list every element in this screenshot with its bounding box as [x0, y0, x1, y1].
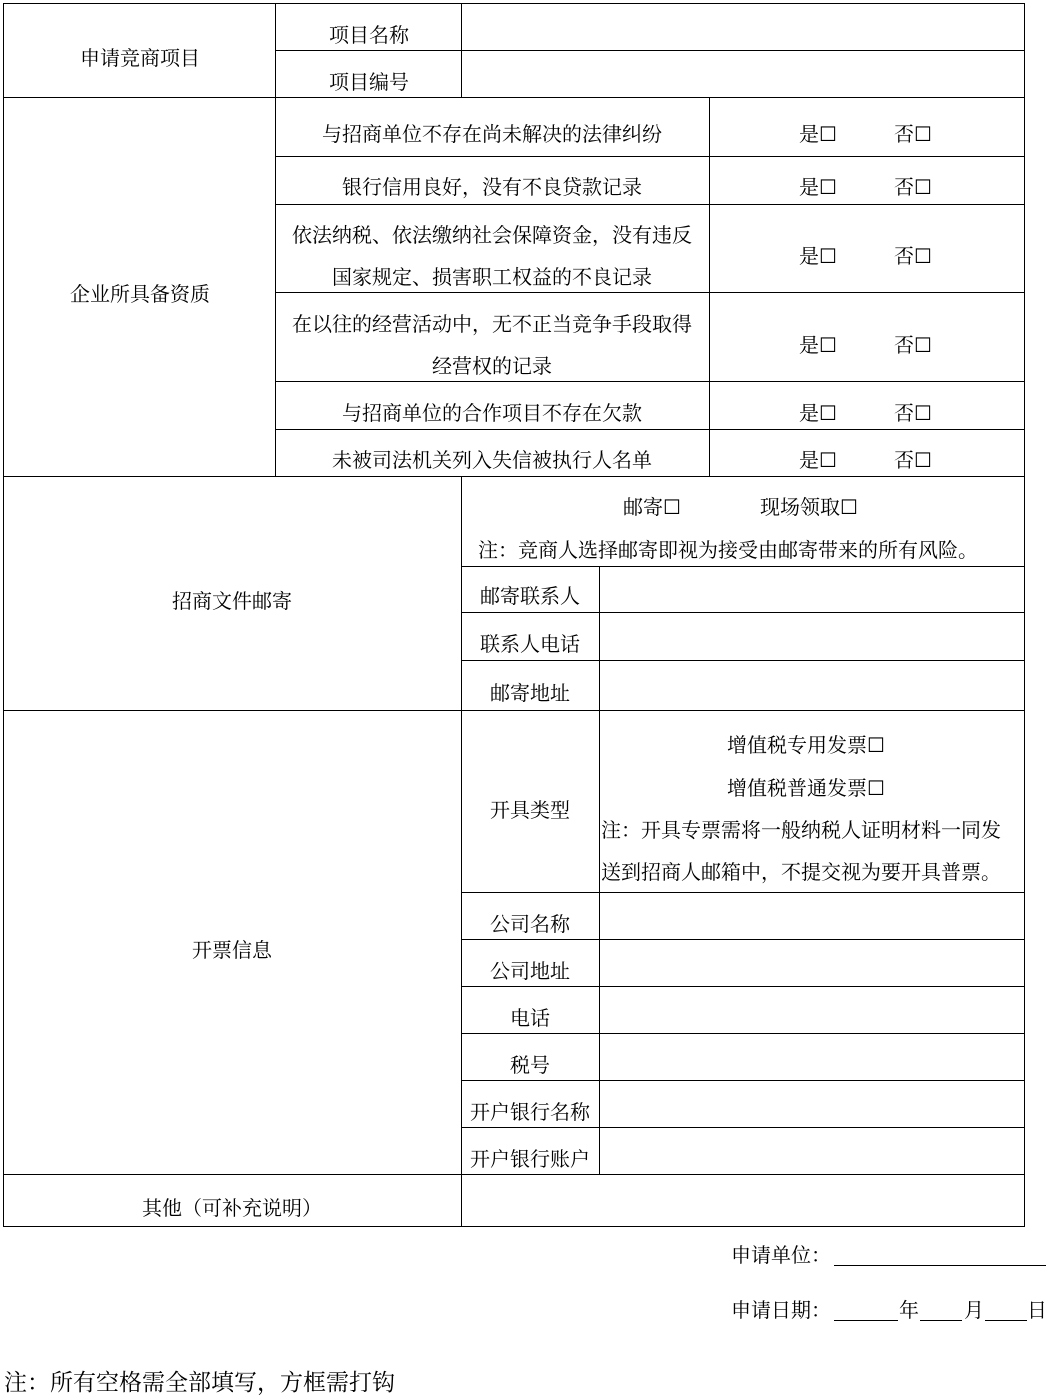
project-number-label: 项目编号 — [329, 70, 409, 94]
mailing-contact-label: 邮寄联系人 — [480, 584, 580, 608]
qualification-item-4-line2: 经营权的记录 — [432, 354, 552, 378]
company-name-label: 公司名称 — [490, 912, 570, 936]
footer-note: 注：所有空格需全部填写，方框需打钩 — [4, 1370, 395, 1396]
tax-id-field[interactable] — [600, 1034, 1024, 1080]
mailing-section-label: 招商文件邮寄 — [172, 589, 292, 613]
qualification-item-1: 与招商单位不存在尚未解决的法律纠纷 — [322, 122, 662, 146]
qualification-4-yes-checkbox[interactable]: 是☐ — [799, 333, 837, 357]
invoice-note-line1: 注：开具专票需将一般纳税人证明材料一同发 — [601, 818, 1001, 842]
bank-account-label: 开户银行账户 — [470, 1147, 590, 1171]
mailing-phone-label: 联系人电话 — [480, 632, 580, 656]
company-name-field[interactable] — [600, 893, 1024, 939]
bank-name-label: 开户银行名称 — [470, 1100, 590, 1124]
vat-special-invoice-checkbox[interactable]: 增值税专用发票☐ — [727, 733, 885, 757]
qualification-6-no-checkbox[interactable]: 否☐ — [894, 448, 932, 472]
qualification-item-3-line2: 国家规定、损害职工权益的不良记录 — [332, 265, 652, 289]
mailing-address-label: 邮寄地址 — [490, 681, 570, 705]
year-underline[interactable] — [834, 1320, 898, 1321]
pickup-option-checkbox[interactable]: 现场领取☐ — [760, 495, 858, 519]
year-label: 年 — [899, 1298, 919, 1322]
bank-name-field[interactable] — [600, 1081, 1024, 1127]
qualifications-section-label: 企业所具备资质 — [70, 282, 210, 306]
qualification-5-no-checkbox[interactable]: 否☐ — [894, 401, 932, 425]
applicant-unit-label: 申请单位： — [731, 1243, 831, 1267]
qualification-2-no-checkbox[interactable]: 否☐ — [894, 175, 932, 199]
invoice-phone-field[interactable] — [600, 987, 1024, 1033]
qualification-3-yes-checkbox[interactable]: 是☐ — [799, 244, 837, 268]
mail-option-checkbox[interactable]: 邮寄☐ — [623, 495, 681, 519]
invoice-note-line2: 送到招商人邮箱中，不提交视为要开具普票。 — [601, 860, 1001, 884]
company-address-field[interactable] — [600, 940, 1024, 986]
project-name-label: 项目名称 — [329, 23, 409, 47]
qualification-4-no-checkbox[interactable]: 否☐ — [894, 333, 932, 357]
company-address-label: 公司地址 — [490, 959, 570, 983]
qualification-3-no-checkbox[interactable]: 否☐ — [894, 244, 932, 268]
project-section-label: 申请竞商项目 — [80, 46, 200, 70]
other-section-label: 其他（可补充说明） — [142, 1196, 322, 1220]
tax-id-label: 税号 — [510, 1053, 550, 1077]
qualification-2-yes-checkbox[interactable]: 是☐ — [799, 175, 837, 199]
qualification-1-yes-checkbox[interactable]: 是☐ — [799, 122, 837, 146]
qualification-6-yes-checkbox[interactable]: 是☐ — [799, 448, 837, 472]
mailing-contact-field[interactable] — [600, 567, 1024, 612]
vat-general-invoice-checkbox[interactable]: 增值税普通发票☐ — [727, 776, 885, 800]
bank-account-field[interactable] — [600, 1128, 1024, 1174]
qualification-item-4-line1: 在以往的经营活动中，无不正当竞争手段取得 — [292, 312, 692, 336]
day-label: 日 — [1027, 1298, 1047, 1322]
qualification-item-6: 未被司法机关列入失信被执行人名单 — [332, 448, 652, 472]
mailing-address-field[interactable] — [600, 661, 1024, 710]
qualification-item-3-line1: 依法纳税、依法缴纳社会保障资金，没有违反 — [292, 223, 692, 247]
applicant-unit-underline[interactable] — [834, 1265, 1046, 1266]
qualification-5-yes-checkbox[interactable]: 是☐ — [799, 401, 837, 425]
day-underline[interactable] — [985, 1320, 1027, 1321]
mailing-risk-note: 注：竞商人选择邮寄即视为接受由邮寄带来的所有风险。 — [478, 538, 978, 562]
invoice-type-label: 开具类型 — [490, 798, 570, 822]
mailing-phone-field[interactable] — [600, 613, 1024, 660]
other-notes-field[interactable] — [462, 1175, 1024, 1226]
month-label: 月 — [964, 1298, 984, 1322]
qualification-1-no-checkbox[interactable]: 否☐ — [894, 122, 932, 146]
qualification-item-2: 银行信用良好，没有不良贷款记录 — [342, 175, 642, 199]
project-number-field[interactable] — [462, 51, 1024, 97]
invoice-phone-label: 电话 — [510, 1006, 550, 1030]
qualification-item-5: 与招商单位的合作项目不存在欠款 — [342, 401, 642, 425]
month-underline[interactable] — [920, 1320, 962, 1321]
invoice-section-label: 开票信息 — [192, 938, 272, 962]
apply-date-label: 申请日期： — [731, 1298, 831, 1322]
project-name-field[interactable] — [462, 4, 1024, 50]
